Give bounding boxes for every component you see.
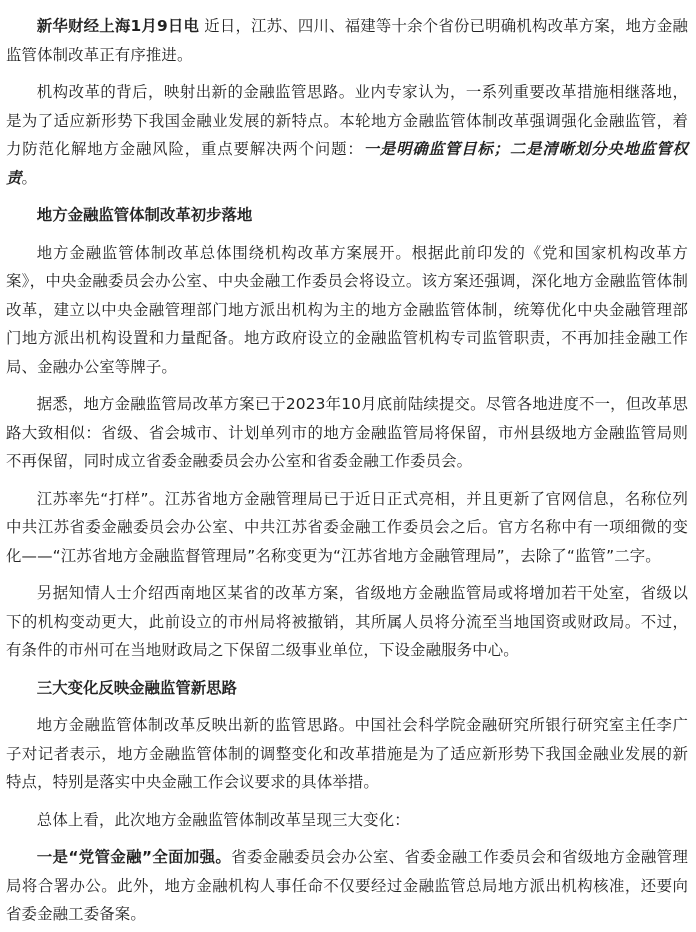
- paragraph-southwest-province: 另据知情人士介绍西南地区某省的改革方案，省级地方金融监管局或将增加若干处室，省级以下的机构变动更大，此前设立的市州局将被撤销，其所属人员将分流至当地国资或财政局。不过，有条件的市州可在当地财政局之下保留二级事业单位，下设金融服务中心。: [6, 584, 688, 659]
- section-heading-reform-landing: 地方金融监管体制改革初步落地: [36, 206, 253, 224]
- paragraph-background-text: 机构改革的背后，映射出新的金融监管思路。业内专家认为，一系列重要改革措施相继落地，是为了适应新形势下我国金融业发展的新特点。本轮地方金融监管体制改革强调强化金融监管，着力防范化解地方金融风险，重点要解决两个问题：: [6, 83, 688, 158]
- paragraph-reform-plan: 地方金融监管体制改革总体围绕机构改革方案展开。根据此前印发的《党和国家机构改革方案》，中央金融委员会办公室、中央金融工作委员会将设立。该方案还强调，深化地方金融监管体制改革，建立以中央金融管理部门地方派出机构为主的地方金融监管体制，统筹优化中央金融管理部门地方派出机构设置和力量配备。地方政府设立的金融监管机构专司监管职责，不再加挂金融工作局、金融办公室等牌子。: [6, 243, 688, 376]
- paragraph-overview: 总体上看，此次地方金融监管体制改革呈现三大变化：: [36, 810, 410, 829]
- key-issues-emphasis: 一是明确监管目标；二是清晰划分央地监管权责: [6, 140, 688, 187]
- paragraph-background: [6, 78, 688, 192]
- paragraph-background-tail: 。: [21, 168, 38, 187]
- change-one-lead: 一是“党管金融”全面加强。: [36, 848, 232, 866]
- paragraph-jiangsu-example: 江苏率先“打样”。江苏省地方金融管理局已于近日正式亮相，并且更新了官网信息，名称位列中共江苏省委金融委员会办公室、中共江苏省委金融工作委员会之后。官方名称中有一项细微的变化——“江苏省地方金融监督管理局”名称变更为“江苏省地方金融管理局”，去除了“监管”二字。: [6, 489, 688, 565]
- paragraph-new-thinking: 地方金融监管体制改革反映出新的监管思路。中国社会科学院金融研究所银行研究室主任李广子对记者表示，地方金融监管体制的调整变化和改革措施是为了适应新形势下我国金融业发展的新特点，特别是落实中央金融工作会议要求的具体举措。: [6, 716, 688, 791]
- paragraph-intro-text: 近日，江苏、四川、福建等十余个省份已明确机构改革方案，地方金融监管体制改革正有序推进。: [6, 17, 688, 64]
- paragraph-intro: [6, 12, 688, 69]
- dateline: 新华财经上海1月9日电: [36, 17, 200, 35]
- paragraph-change-one: [6, 843, 688, 929]
- change-one-text: 省委金融委员会办公室、省委金融工作委员会和省级地方金融管理局将合署办公。此外，地方金融机构人事任命不仅要经过金融监管总局地方派出机构核准，还要向省委金融工委备案。: [6, 848, 688, 923]
- paragraph-submission-progress: 据悉，地方金融监管局改革方案已于2023年10月底前陆续提交。尽管各地进度不一，但改革思路大致相似：省级、省会城市、计划单列市的地方金融监管局将保留，市州县级地方金融监管局则不再保留，同时成立省委金融委员会办公室和省委金融工作委员会。: [6, 395, 688, 470]
- section-heading-three-changes: 三大变化反映金融监管新思路: [36, 678, 237, 697]
